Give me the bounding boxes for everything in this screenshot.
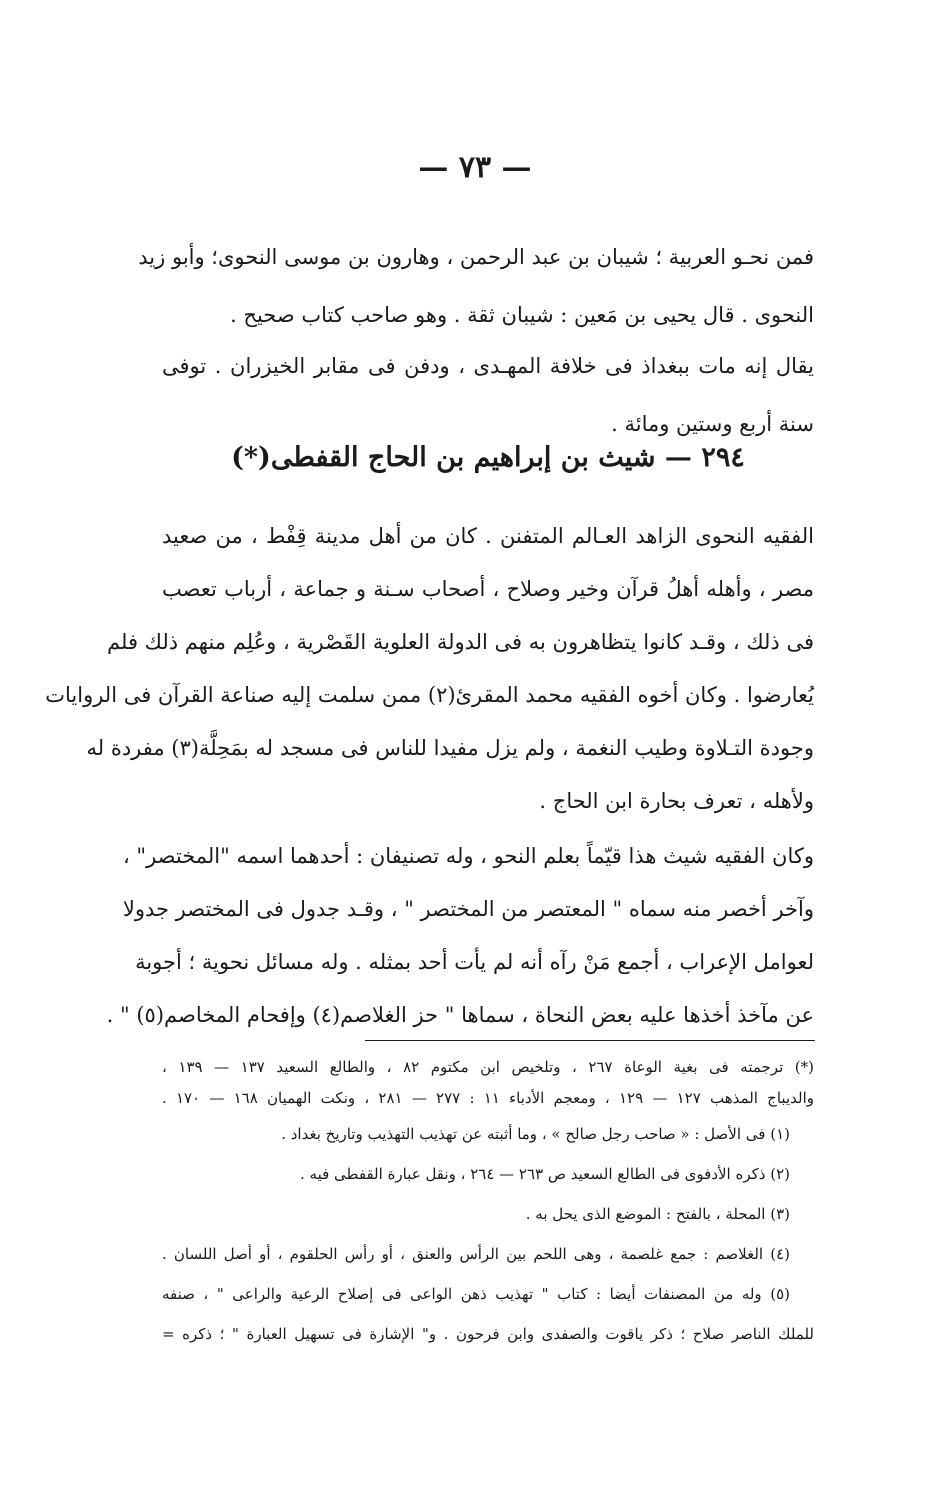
text-line: يُعارضوا . وكان أخوه الفقيه محمد المقرئ(٢) ممن سلمت إليه صناعة القرآن فى الروايات: [45, 683, 814, 707]
text-line: وآخر أخصر منه سماه " المعتصر من المختصر " ، وقـد جدول فى المختصر جدولا: [122, 897, 814, 921]
text-line: عن مآخذ أخذها عليه بعض النحاة ، سماها " حز الغلاصم(٤) وإفحام المخاصم(٥) " .: [106, 1003, 814, 1027]
entry-heading: ٢٩٤ — شيث بن إبراهيم بن الحاج القفطى(*): [231, 442, 745, 473]
paragraph-intro: [138, 228, 814, 344]
text-line: فى ذلك ، وقـد كانوا يتظاهرون به فى الدولة العلوية القَصْرية ، وعُلِم منهم ذلك فلم: [107, 630, 814, 654]
page-number: — ٧٣ —: [418, 150, 532, 185]
footnote-2: (٢) ذكره الأدفوى فى الطالع السعيد ص ٢٦٣ — ٢٦٤ ، ونقل عبارة القفطى فيه .: [300, 1165, 790, 1183]
footnotes: [162, 1052, 814, 1354]
text-line: فمن نحـو العربية ؛ شيبان بن عبد الرحمن ، وهارون بن موسى النحوى؛ وأبو زيد: [138, 245, 814, 269]
text-line: وجودة التـلاوة وطيب النغمة ، ولم يزل مفيدا للناس فى مسجد له بمَحِلَّة(٣) مفردة له: [86, 736, 814, 760]
text-line: لعوامل الإعراب ، أجمع مَنْ رآه أنه لم يأت أحد بمثله . وله مسائل نحوية ؛ أجوبة: [135, 950, 814, 974]
text-line: الفقيه النحوى الزاهد العـالم المتفنن . كان من أهل مدينة قِفْط ، من صعيد: [162, 524, 814, 548]
text-line: النحوى . قال يحيى بن مَعين : شيبان ثقة . وهو صاحب كتاب صحيح .: [230, 303, 814, 327]
footnote-line: (*) ترجمته فى بغية الوعاة ٢٦٧ ، وتلخيص ابن مكتوم ٨٢ ، والطالع السعيد ١٣٧ — ١٣٩ ،: [162, 1058, 814, 1076]
text-line: مصر ، وأهله أهلُ قرآن وخير وصلاح ، أصحاب سـنة و جماعة ، أرباب تعصب: [162, 577, 814, 601]
paragraph-works: [106, 830, 814, 1042]
text-line: وكان الفقيه شيث هذا قيّماً بعلم النحو ، وله تصنيفان : أحدهما اسمه "المختصر" ،: [122, 844, 814, 868]
footnote-divider: [365, 1040, 815, 1041]
text-line: يقال إنه مات ببغداذ فى خلافة المهـدى ، ودفن فى مقابر الخيزران . توفى: [162, 354, 814, 378]
footnote-line: والديباج المذهب ١٢٧ — ١٢٩ ، ومعجم الأدباء ١١ : ٢٧٧ — ٢٨١ ، ونكت الهميان ١٦٨ — ١٧٠ .: [162, 1089, 814, 1107]
paragraph-death: [162, 337, 814, 453]
footnote-3: (٣) المحلة ، بالفتح : الموضع الذى يحل به .: [525, 1205, 790, 1223]
text-line: سنة أربع وستين ومائة .: [611, 412, 814, 436]
numbered-footnotes: [162, 1114, 814, 1354]
footnote-1: (١) فى الأصل : « صاحب رجل صالح » ، وما أثبته عن تهذيب التهذيب وتاريخ بغداد .: [281, 1125, 790, 1143]
footnote-continuation: للملك الناصر صلاح ؛ ذكر ياقوت والصفدى وابن فرحون . و" الإشارة فى تسهيل العبارة " ؛ ذكره =: [162, 1325, 814, 1343]
paragraph-biography: [45, 510, 814, 828]
footnote-4: (٤) الغلاصم : جمع غلصمة ، وهى اللحم بين الرأس والعنق ، أو رأس الحلقوم ، أو أصل اللسان .: [162, 1245, 790, 1263]
text-line: ولأهله ، تعرف بحارة ابن الحاج .: [539, 789, 814, 813]
footnote-5: (٥) وله من المصنفات أيضا : كتاب " تهذيب ذهن الواعى فى إصلاح الرعية والراعى " ، صنفه: [162, 1285, 790, 1303]
footnote-sources: [162, 1052, 814, 1114]
